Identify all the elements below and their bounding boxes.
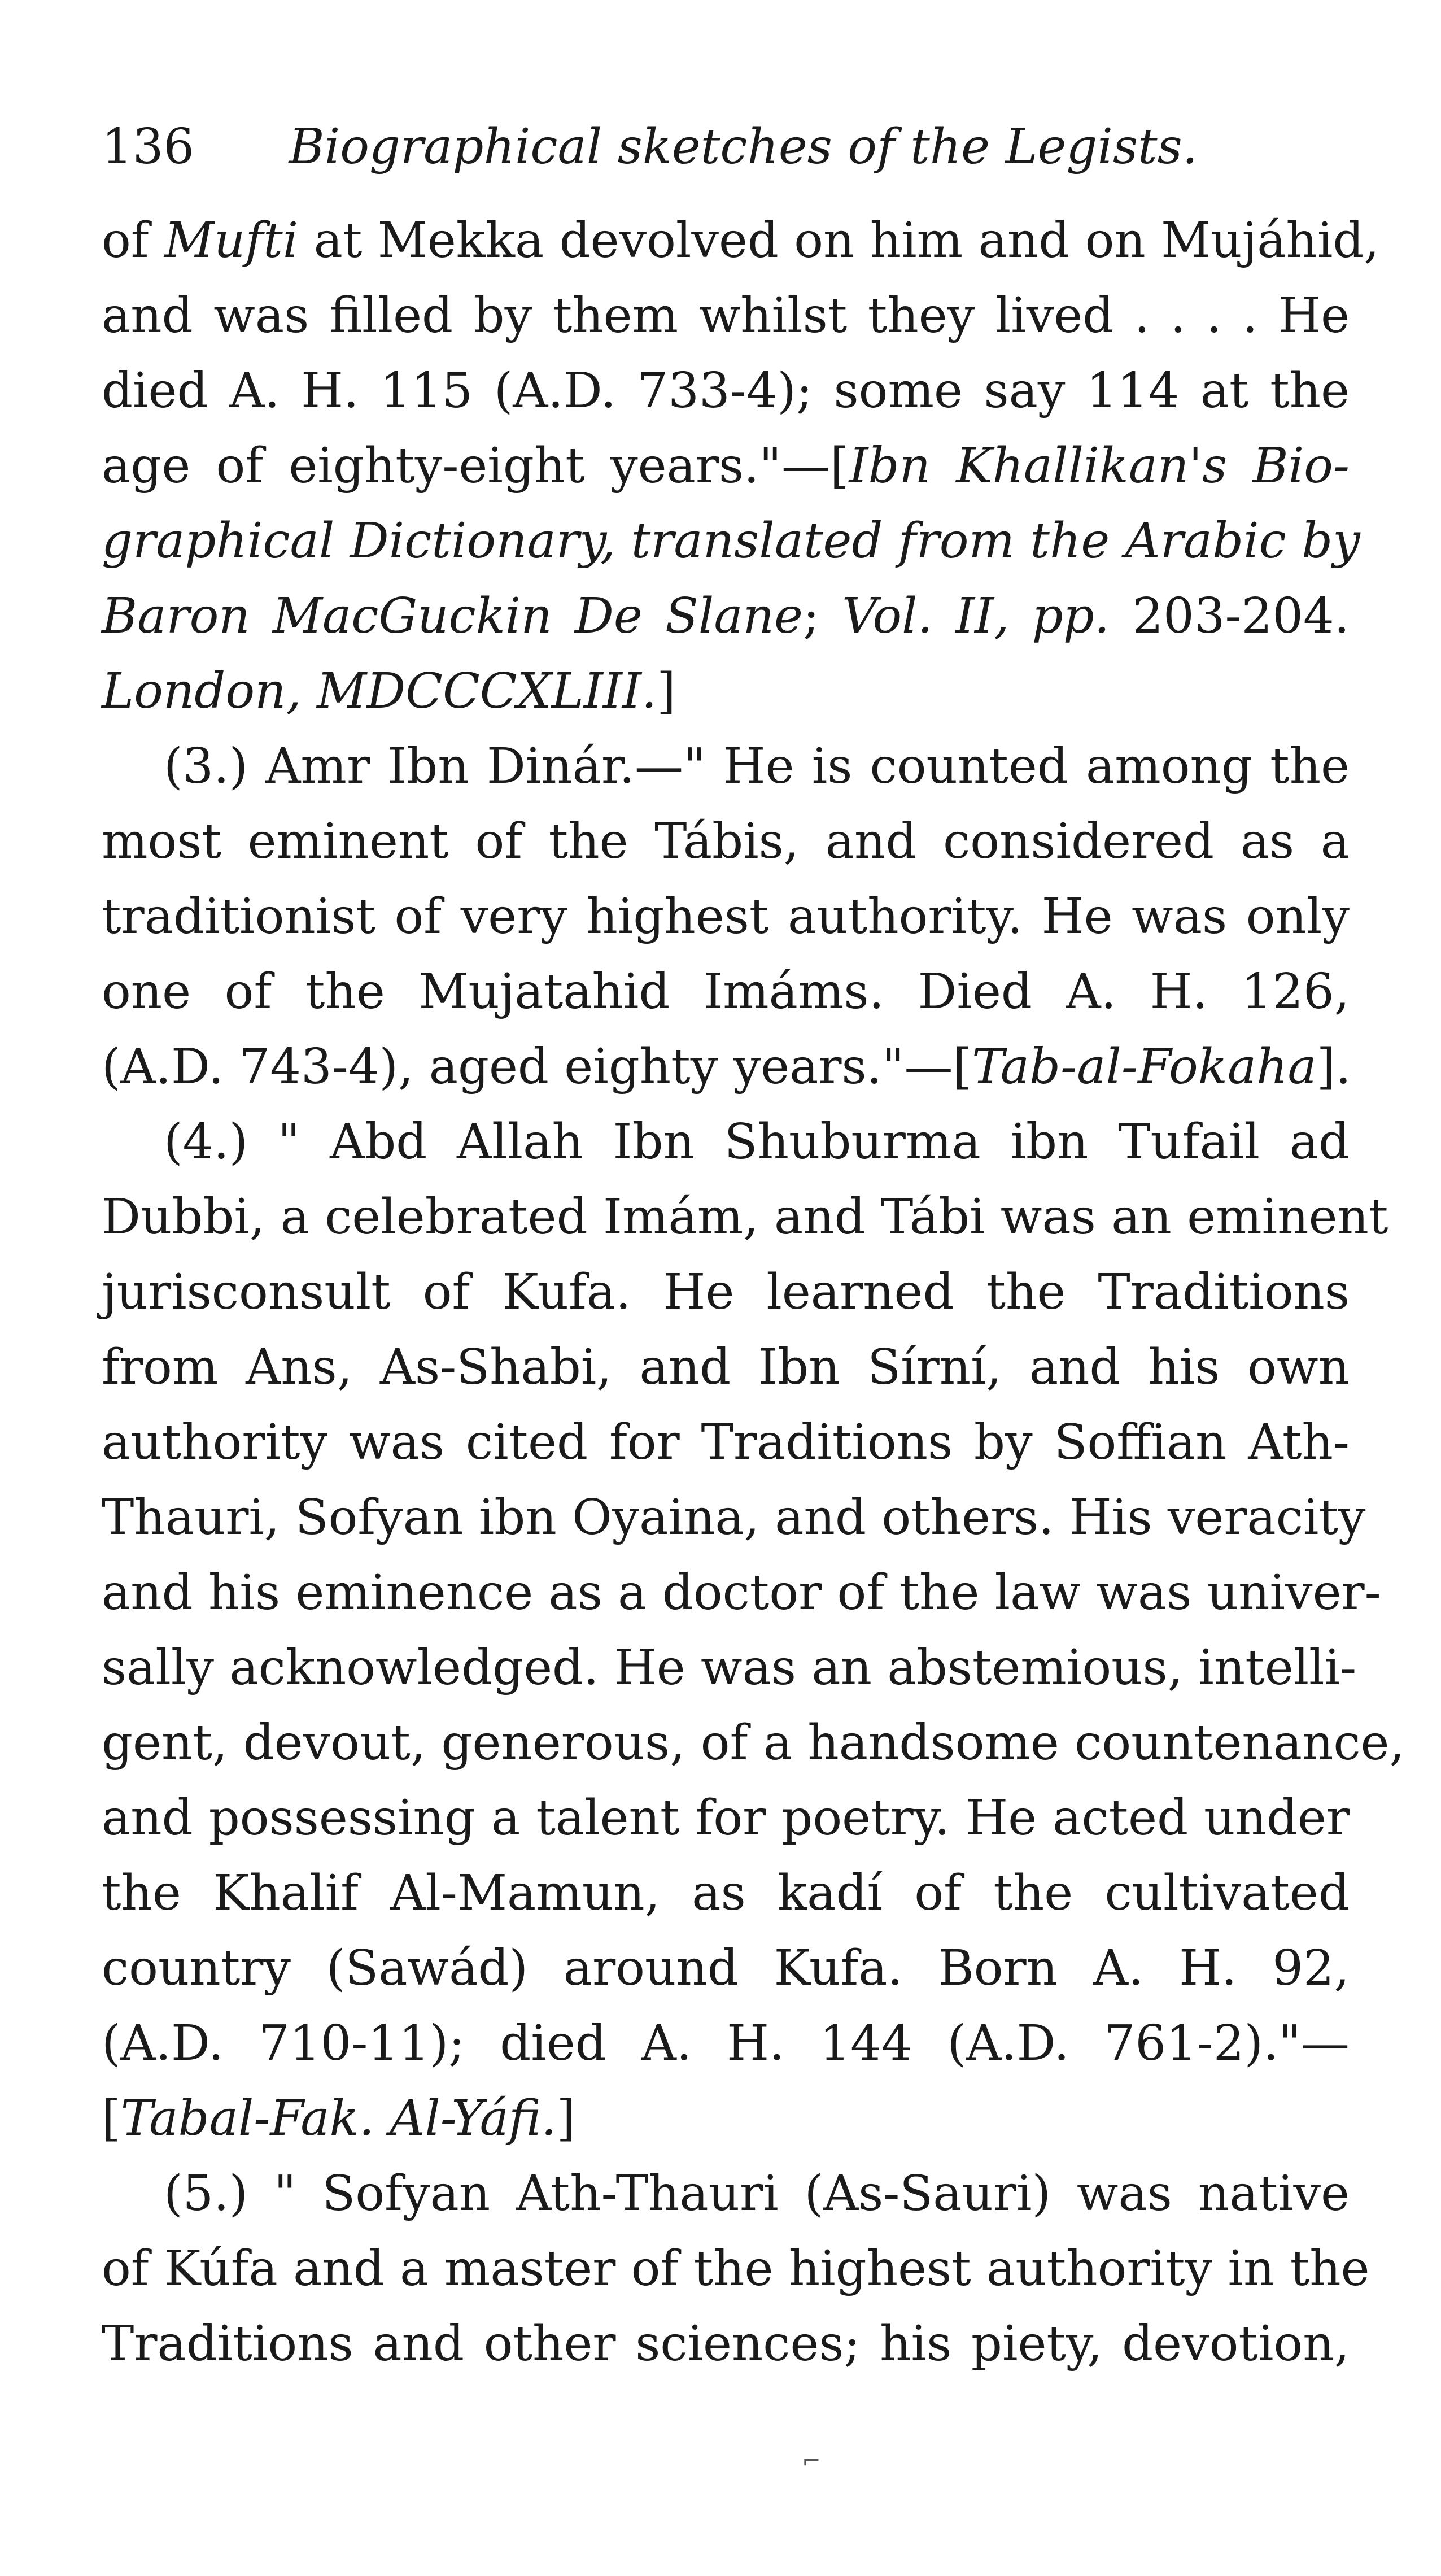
text-line [102,579,1350,654]
text-line [102,879,1350,954]
text-line [102,1255,1350,1330]
text-segment: country (Sawád) around Kufa. Born A. H. 92, [102,1940,1350,1997]
text-segment: at Mekka devolved on him and on Mujáhid, [298,212,1379,269]
text-segment: and was filled by them whilst they lived . . . . He [102,287,1350,344]
page-number: 136 [102,119,195,175]
body-text [102,203,1405,2382]
text-line [102,1856,1350,1931]
text-line [102,1555,1381,1631]
text-line [102,1781,1350,1856]
text-segment: 203-204. [1110,588,1350,644]
text-segment: of [102,212,164,269]
text-segment: ] [657,663,676,720]
text-segment: and possessing a talent for poetry. He acted under [102,1790,1350,1846]
text-segment: [ [102,2090,121,2147]
text-line [102,654,1350,729]
text-line [102,1480,1366,1555]
text-line [102,1706,1405,1781]
text-line [102,203,1379,278]
text-segment: ; [802,588,842,644]
italic-text: graphical Dictionary, translated from the Arabic by [102,513,1360,569]
text-segment: (4.) " Abd Allah Ibn Shuburma ibn Tufail ad [164,1114,1350,1170]
text-segment: of Kúfa and a master of the highest authority in the [102,2241,1370,2297]
text-line [102,1631,1357,1706]
text-segment: traditionist of very highest authority. He was only [102,888,1350,945]
italic-text: Tabal-Fak. Al-Yáfi. [120,2090,557,2147]
text-line [102,1180,1388,1255]
text-segment: died A. H. 115 (A.D. 733-4); some say 114 at the [102,363,1350,419]
text-line [102,429,1350,504]
text-line [102,354,1350,429]
text-line [102,504,1360,579]
italic-text: Mufti [164,212,299,269]
running-title: Biographical sketches of the Legists. [289,119,1198,175]
text-line [102,1105,1350,1180]
text-segment: (3.) Amr Ibn Dinár.—" He is counted among the [164,738,1350,795]
italic-text: Ibn Khallikan's Bio- [849,438,1350,494]
text-segment: the Khalif Al-Mamun, as kadí of the cultivated [102,1865,1350,1921]
text-segment: ]. [1316,1039,1351,1095]
text-segment: ] [556,2090,576,2147]
text-segment: (5.) " Sofyan Ath-Thauri (As-Sauri) was native [164,2165,1350,2222]
text-line [102,1931,1350,2006]
text-line [102,804,1350,879]
text-line [102,729,1350,804]
text-segment: most eminent of the Tábis, and considered as a [102,813,1350,870]
text-line [102,954,1350,1030]
text-segment: from Ans, As-Shabi, and Ibn Sírní, and his own [102,1339,1350,1396]
text-segment: one of the Mujatahid Imáms. Died A. H. 126, [102,964,1350,1020]
text-segment: Thauri, Sofyan ibn Oyaina, and others. His veracity [102,1489,1366,1546]
page-header [102,107,1344,186]
text-segment: and his eminence as a doctor of the law was univer- [102,1564,1381,1621]
text-line [102,2006,1350,2081]
italic-text: London, MDCCCXLIII. [102,663,657,720]
italic-text: Baron MacGuckin De Slane [102,588,803,644]
text-line [102,278,1350,354]
text-line [102,1405,1350,1480]
text-segment: authority was cited for Traditions by Soffian Ath- [102,1414,1350,1471]
text-segment: (A.D. 743-4), aged eighty years."—[ [102,1039,972,1095]
italic-text: Vol. II, pp. [842,588,1110,644]
text-segment: gent, devout, generous, of a handsome countenance, [102,1715,1405,1771]
text-line [102,2307,1350,2382]
printer-mark: ⌐ [802,2448,821,2474]
text-line [102,2231,1370,2307]
text-line [102,2156,1350,2231]
text-segment: Dubbi, a celebrated Imám, and Tábi was an eminent [102,1189,1388,1245]
text-line [102,1330,1350,1405]
text-segment: age of eighty-eight years."—[ [102,438,849,494]
text-segment: sally acknowledged. He was an abstemious, intelli- [102,1640,1357,1696]
text-line [102,2081,1350,2156]
text-segment: jurisconsult of Kufa. He learned the Traditions [102,1264,1350,1320]
text-segment: (A.D. 710-11); died A. H. 144 (A.D. 761-2)."— [102,2015,1350,2072]
text-segment: Traditions and other sciences; his piety, devotion, [102,2316,1350,2372]
text-line [102,1030,1350,1105]
italic-text: Tab-al-Fokaha [972,1039,1317,1095]
